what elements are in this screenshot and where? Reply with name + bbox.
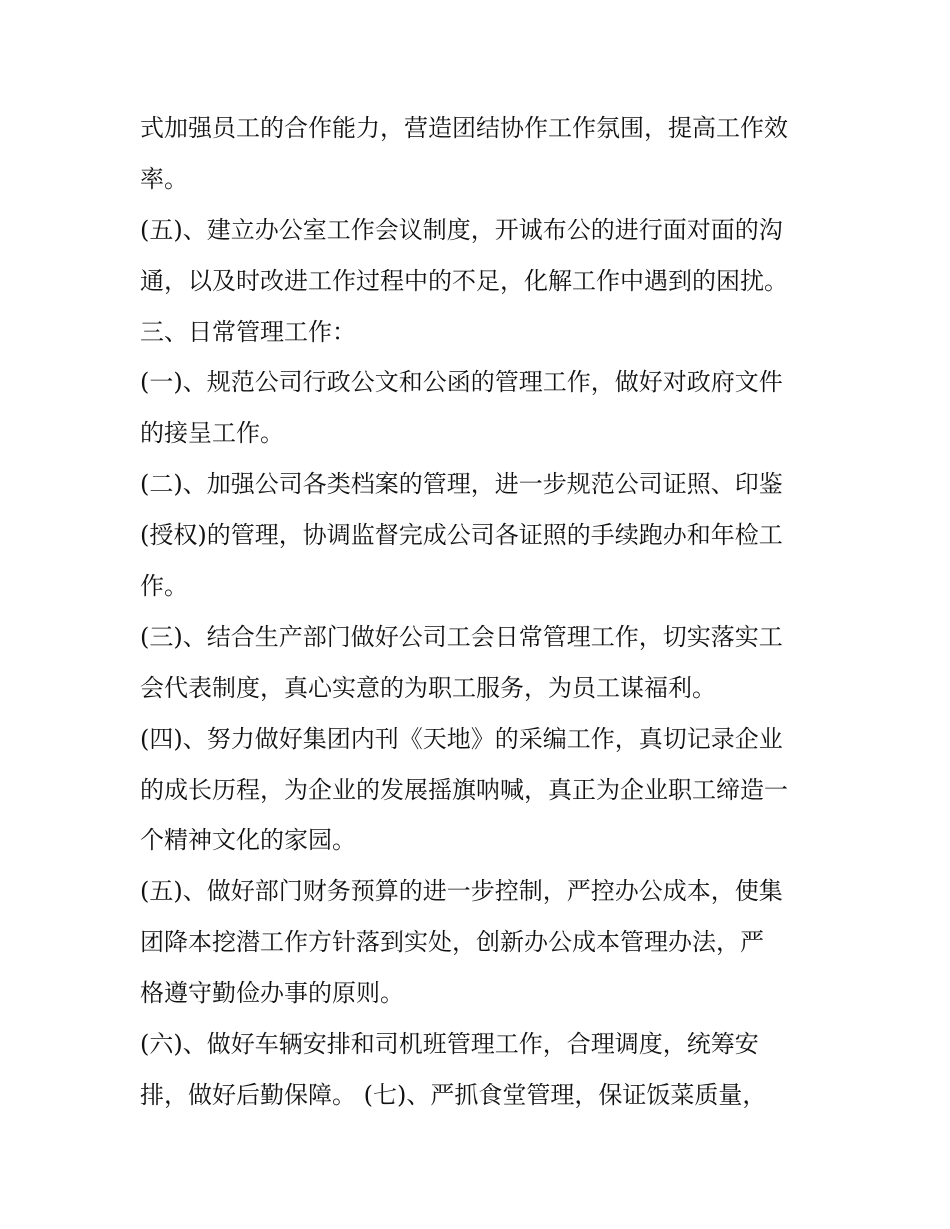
text-line: (六)、做好车辆安排和司机班管理工作，合理调度，统筹安 xyxy=(140,1030,759,1059)
text-line: (四)、努力做好集团内刊《天地》的采编工作，真切记录企业 xyxy=(140,724,783,753)
text-line: 率。 xyxy=(140,164,188,193)
text-line: 的接呈工作。 xyxy=(140,419,284,448)
text-line: 会代表制度，真心实意的为职工服务，为员工谋福利。 xyxy=(140,673,716,702)
text-line: 通，以及时改进工作过程中的不足，化解工作中遇到的困扰。 xyxy=(140,266,788,295)
text-line: (授权)的管理，协调监督完成公司各证照的手续跑办和年检工 xyxy=(140,521,783,550)
text-line: 作。 xyxy=(140,572,188,601)
text-line: 的成长历程，为企业的发展摇旗呐喊，真正为企业职工缔造一 xyxy=(140,775,788,804)
section-heading: 三、日常管理工作： xyxy=(140,317,356,346)
text-line: 个精神文化的家园。 xyxy=(140,826,356,855)
text-line: (一)、规范公司行政公文和公函的管理工作，做好对政府文件 xyxy=(140,368,783,397)
text-line: 排，做好后勤保障。 (七)、严抓食堂管理，保证饭菜质量， xyxy=(140,1080,767,1109)
text-line: 格遵守勤俭办事的原则。 xyxy=(140,979,404,1008)
text-line: 式加强员工的合作能力，营造团结协作工作氛围，提高工作效 xyxy=(140,114,788,142)
text-line: (三)、结合生产部门做好公司工会日常管理工作，切实落实工 xyxy=(140,622,783,651)
text-line: (二)、加强公司各类档案的管理，进一步规范公司证照、印鉴 xyxy=(140,470,783,499)
text-line: 团降本挖潜工作方针落到实处，创新办公成本管理办法，严 xyxy=(140,928,764,957)
text-line: (五)、做好部门财务预算的进一步控制，严控办公成本，使集 xyxy=(140,877,783,906)
text-line: (五)、建立办公室工作会议制度，开诚布公的进行面对面的沟 xyxy=(140,215,783,244)
document-body xyxy=(140,103,820,1121)
